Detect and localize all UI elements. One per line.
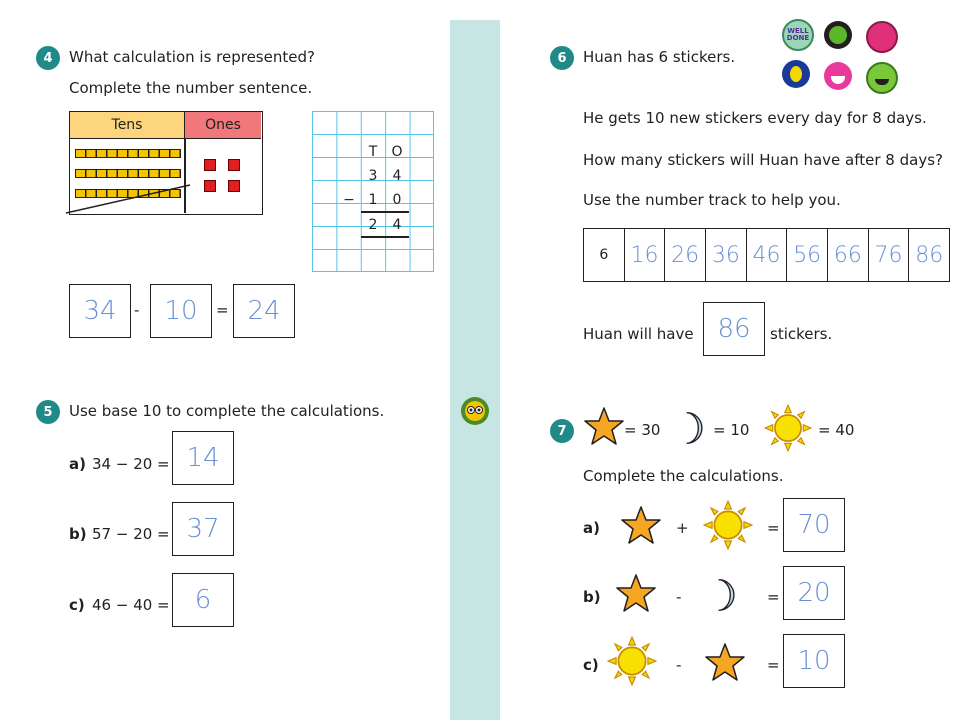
equals-sign: =: [767, 656, 780, 674]
q5b-label: b): [69, 525, 87, 543]
green-face-sticker-icon: [824, 21, 852, 49]
sun-value: = 40: [818, 421, 855, 439]
track-cell[interactable]: 66: [828, 229, 869, 281]
q7c-label: c): [583, 656, 599, 674]
tens-rod: [75, 169, 181, 178]
track-cell[interactable]: 76: [869, 229, 910, 281]
question-number-5: 5: [36, 400, 60, 424]
q5-title: Use base 10 to complete the calculations.: [69, 402, 385, 420]
track-cell[interactable]: 46: [747, 229, 788, 281]
ones-cube: [228, 159, 240, 171]
sun-icon: [703, 500, 753, 550]
column-grid: [312, 111, 434, 272]
star-icon: [705, 642, 745, 682]
moon-icon: [706, 575, 742, 615]
q6-line1: He gets 10 new stickers every day for 8 days.: [583, 109, 927, 127]
question-number-4: 4: [36, 46, 60, 70]
answer-box[interactable]: 10: [150, 284, 212, 338]
ones-header: Ones: [185, 112, 261, 139]
minus-sign: −: [343, 191, 355, 208]
ones-cube: [204, 159, 216, 171]
q5c-label: c): [69, 596, 85, 614]
number-track: [583, 228, 950, 282]
answer-box[interactable]: 14: [172, 431, 234, 485]
frog-sticker-icon: [866, 62, 898, 94]
sun-icon: [764, 404, 812, 452]
moon-value: = 10: [713, 421, 750, 439]
q6-line3: Use the number track to help you.: [583, 191, 841, 209]
track-cell[interactable]: 26: [665, 229, 706, 281]
q7a-label: a): [583, 519, 600, 537]
q6-title: Huan has 6 stickers.: [583, 48, 736, 66]
plus-sign: +: [676, 519, 689, 537]
q5a-expression: 34 − 20 =: [92, 455, 170, 473]
question-number-6: 6: [550, 46, 574, 70]
ones-cube: [204, 180, 216, 192]
q4-instruction: Complete the number sentence.: [69, 79, 313, 97]
q4-title: What calculation is represented?: [69, 48, 315, 66]
star-icon: [616, 573, 656, 613]
grid-header-t: T: [368, 143, 378, 160]
equals-sign: =: [767, 519, 780, 537]
grid-digit: 4: [392, 216, 402, 233]
well-done-sticker-icon: WELL DONE: [782, 19, 814, 51]
ones-cube: [228, 180, 240, 192]
answer-box[interactable]: 10: [783, 634, 845, 688]
grid-digit: 0: [392, 191, 402, 208]
minus-sign: -: [134, 301, 140, 319]
equals-sign: =: [216, 301, 229, 319]
track-cell[interactable]: 16: [625, 229, 666, 281]
track-cell[interactable]: 56: [787, 229, 828, 281]
equals-sign: =: [767, 588, 780, 606]
smiley-sticker-icon: [824, 62, 852, 90]
track-cell[interactable]: 86: [915, 242, 944, 268]
question-number-7: 7: [550, 419, 574, 443]
answer-box[interactable]: 20: [783, 566, 845, 620]
answer-box[interactable]: 24: [233, 284, 295, 338]
answer-box[interactable]: 34: [69, 284, 131, 338]
page-gutter: [450, 20, 500, 720]
answer-rule-bottom: [361, 236, 409, 238]
answer-box[interactable]: 37: [172, 502, 234, 556]
star-value: = 30: [624, 421, 661, 439]
moon-sticker-icon: [782, 60, 810, 88]
star-icon: [584, 406, 624, 446]
q7b-label: b): [583, 588, 601, 606]
moon-icon: [674, 408, 710, 448]
grid-header-o: O: [391, 143, 403, 160]
owl-icon: [460, 396, 490, 426]
answer-box[interactable]: 70: [783, 498, 845, 552]
q6-answer-suffix: stickers.: [770, 325, 833, 343]
q7-instruction: Complete the calculations.: [583, 467, 784, 485]
cross-out-line: [64, 182, 192, 216]
grid-digit: 2: [368, 216, 378, 233]
answer-box[interactable]: 86: [703, 302, 765, 356]
base-ten-table: [69, 111, 263, 215]
answer-box[interactable]: 6: [172, 573, 234, 627]
q6-answer-prefix: Huan will have: [583, 325, 694, 343]
answer-rule-top: [361, 211, 409, 213]
q6-line2: How many stickers will Huan have after 8 days?: [583, 151, 943, 169]
pink-face-sticker-icon: [866, 21, 898, 53]
star-icon: [621, 505, 661, 545]
track-cell[interactable]: 36: [706, 229, 747, 281]
q5b-expression: 57 − 20 =: [92, 525, 170, 543]
tens-header: Tens: [70, 112, 185, 139]
minus-sign: -: [676, 656, 682, 674]
grid-digit: 1: [368, 191, 378, 208]
track-cell: 6: [584, 229, 625, 281]
q5c-expression: 46 − 40 =: [92, 596, 170, 614]
tens-rod: [75, 149, 181, 158]
sun-icon: [607, 636, 657, 686]
grid-digit: 4: [392, 167, 402, 184]
minus-sign: -: [676, 588, 682, 606]
q5a-label: a): [69, 455, 86, 473]
grid-digit: 3: [368, 167, 378, 184]
